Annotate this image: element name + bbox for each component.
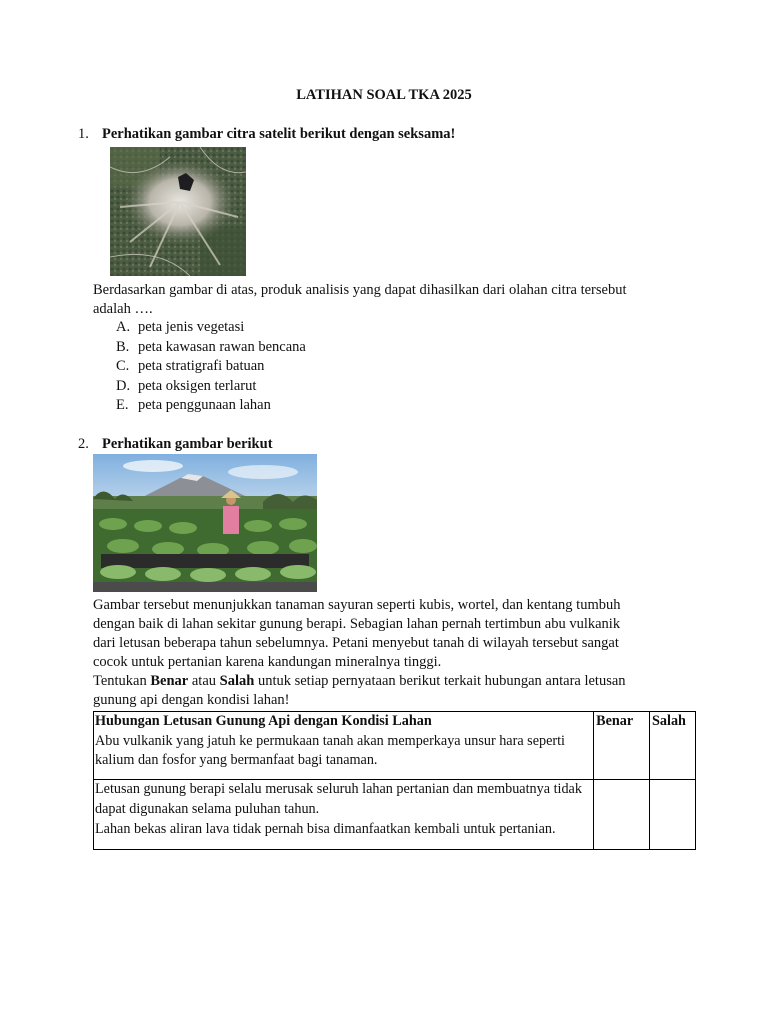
description-line-1: Gambar tersebut menunjukkan tanaman sayuran seperti kubis, wortel, dan kentang tumbuh <box>93 597 621 613</box>
benar-cell-1[interactable] <box>594 712 650 780</box>
description-line-2: dengan baik di lahan sekitar gunung berapi. Sebagian lahan pernah tertimbun abu vulkanik <box>93 616 621 632</box>
description-line-4: cocok untuk pertanian karena kandungan mineralnya tinggi. <box>93 654 442 670</box>
table-header-benar: Benar <box>596 713 634 729</box>
table-header-salah: Salah <box>652 713 686 729</box>
question-1-text-line2: adalah …. <box>93 301 153 317</box>
description-line-3: dari letusan beberapa tahun sebelumnya. Petani menyebut tanah di wilayah tersebut sangat <box>93 635 619 651</box>
table-header-statement: Hubungan Letusan Gunung Api dengan Kondisi Lahan <box>95 713 432 729</box>
instruction-line-2: gunung api dengan kondisi lahan! <box>93 692 290 708</box>
option-c[interactable]: C. peta stratigrafi batuan <box>116 358 265 374</box>
question-1-number: 1. <box>78 126 89 142</box>
salah-cell-1[interactable] <box>650 712 696 780</box>
statement-3: Lahan bekas aliran lava tidak pernah bisa dimanfaatkan kembali untuk pertanian. <box>95 821 556 838</box>
statement-cell-1 <box>94 712 594 780</box>
question-1-options <box>116 318 306 416</box>
satellite-volcano-image <box>110 147 246 276</box>
option-a[interactable]: A. peta jenis vegetasi <box>116 319 245 335</box>
statement-2: Letusan gunung berapi selalu merusak seluruh lahan pertanian dan membuatnya tidak dapat digunakan selama puluhan tahun. <box>95 781 582 817</box>
question-1-text-line1: Berdasarkan gambar di atas, produk analisis yang dapat dihasilkan dari olahan citra tersebut <box>93 282 627 298</box>
statement-cell-2 <box>94 780 594 850</box>
true-false-table <box>93 711 696 850</box>
question-2-heading: Perhatikan gambar berikut <box>102 436 273 452</box>
question-1-heading: Perhatikan gambar citra satelit berikut dengan seksama! <box>102 126 456 142</box>
volcano-farm-photo <box>93 454 317 592</box>
question-2-number: 2. <box>78 436 89 452</box>
salah-cell-2[interactable] <box>650 780 696 850</box>
option-b[interactable]: B. peta kawasan rawan bencana <box>116 338 306 355</box>
option-d[interactable]: D. peta oksigen terlarut <box>116 377 257 394</box>
statement-1: Abu vulkanik yang jatuh ke permukaan tanah akan memperkaya unsur hara seperti kalium dan fosfor yang bermanfaat bagi tanaman. <box>95 732 565 768</box>
instruction-line-1: Tentukan Benar atau Salah untuk setiap pernyataan berikut terkait hubungan antara letusan <box>93 673 626 689</box>
page-title: LATIHAN SOAL TKA 2025 <box>296 87 472 103</box>
benar-cell-2[interactable] <box>594 780 650 850</box>
question-2-description <box>93 596 626 710</box>
option-e[interactable]: E. peta penggunaan lahan <box>116 397 271 413</box>
